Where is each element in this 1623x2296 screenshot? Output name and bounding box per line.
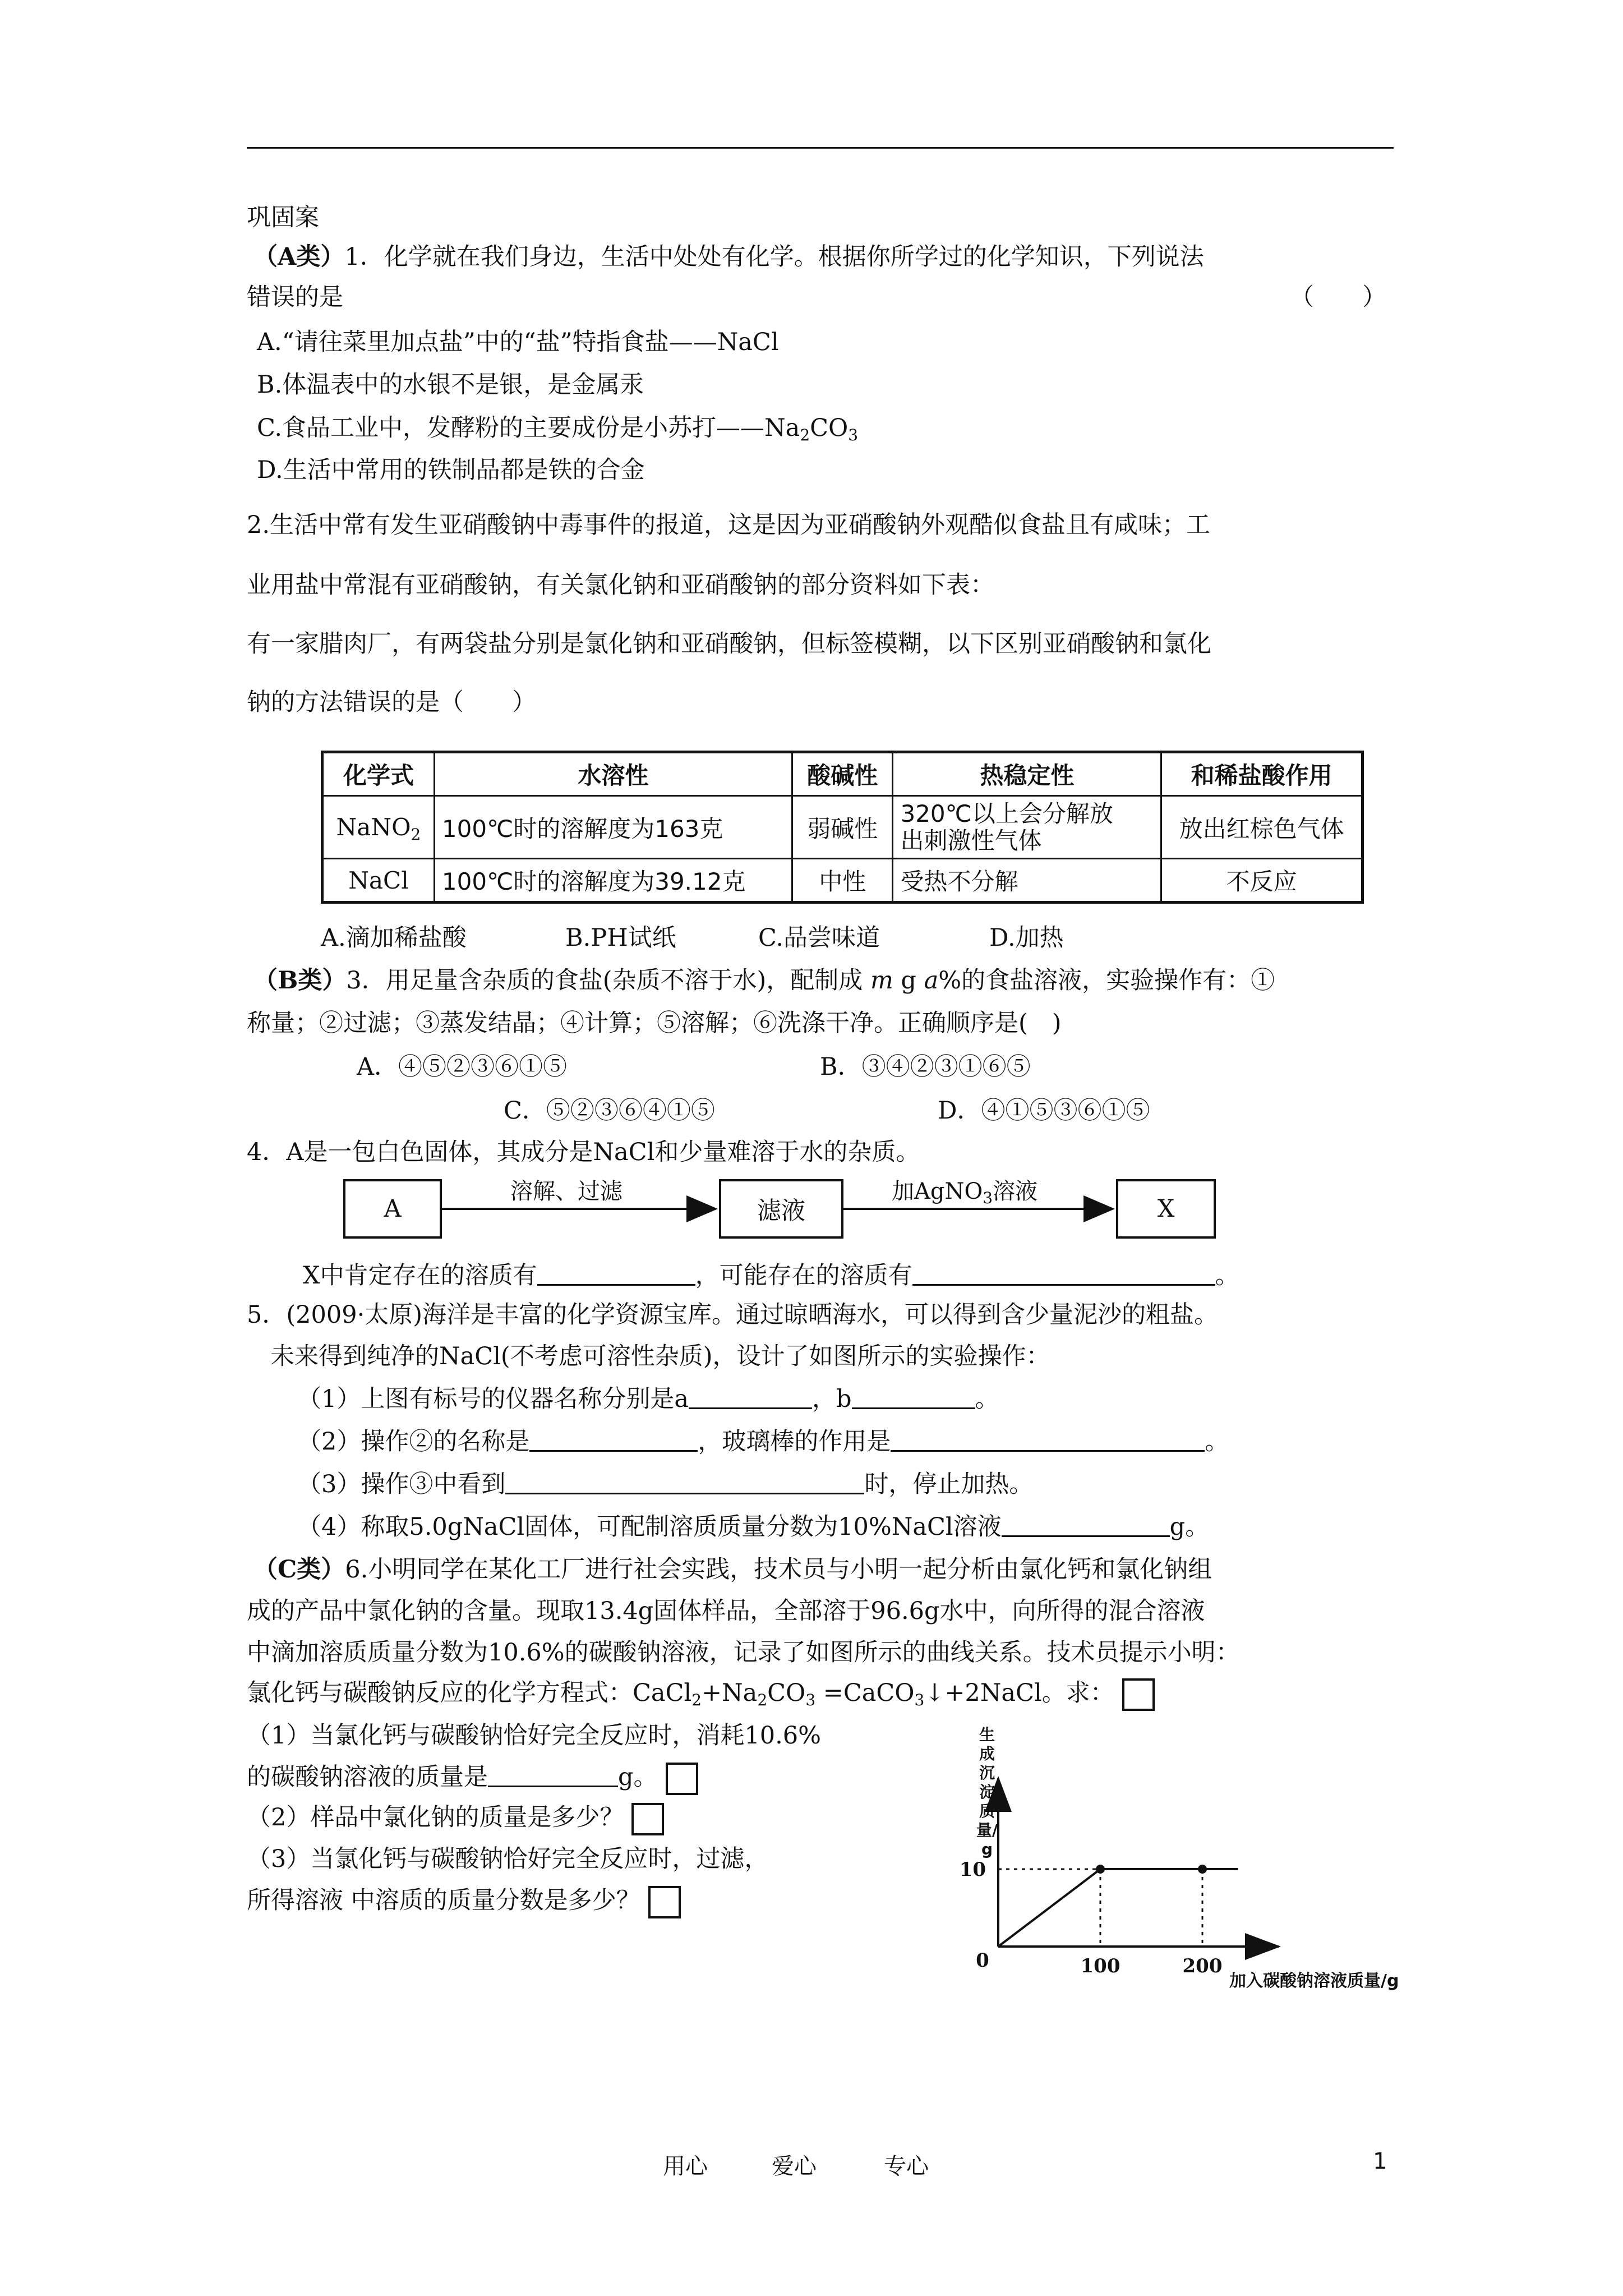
q1-stem-line2: 错误的是	[247, 283, 343, 311]
table-cell-formula: NaNO$_2$	[322, 796, 435, 859]
flow-box-filtrate: 滤液	[719, 1179, 843, 1239]
q2-line4: 钠的方法错误的是（ ）	[247, 688, 536, 716]
q3-option-b: B．③④②③①⑥⑤	[820, 1053, 1031, 1081]
answer-blank[interactable]	[537, 1259, 695, 1286]
answer-box[interactable]	[648, 1886, 681, 1918]
q5-sub1: （1）上图有标号的仪器名称分别是a ，b 。	[297, 1382, 999, 1416]
table-cell-hcl: 放出红棕色气体	[1161, 796, 1363, 859]
q6-line2: 成的产品中氯化钠的含量。现取13.4g固体样品，全部溶于96.6g水中，向所得的混合溶液	[247, 1597, 1205, 1625]
table-cell-acidity: 弱碱性	[792, 796, 893, 859]
table-cell-hcl: 不反应	[1161, 859, 1363, 903]
q1-option-a: A.“请往菜里加点盐”中的“盐”特指食盐——NaCl	[257, 328, 779, 356]
flow-arrow1-label: 溶解、过滤	[510, 1179, 623, 1204]
chart-ylabel: 生成沉淀质量/g	[976, 1726, 998, 1858]
q4-answer-line: X中肯定存在的溶质有 ，可能存在的溶质有 。	[303, 1259, 1239, 1292]
flow-box-a: A	[343, 1179, 442, 1239]
answer-blank[interactable]	[912, 1259, 1215, 1286]
q1-answer-paren: （ ）	[1290, 283, 1386, 311]
q6-sub1-line2: 的碳酸钠溶液的质量是 g。	[247, 1760, 698, 1795]
flow-box-x: X	[1116, 1179, 1216, 1239]
q6-sub2: （2）样品中氯化钠的质量是多少？	[247, 1801, 664, 1835]
table-cell-thermal: 320℃以上会分解放 出刺激性气体	[893, 796, 1161, 859]
q1-option-d: D.生活中常用的铁制品都是铁的合金	[257, 456, 645, 484]
answer-box[interactable]	[631, 1803, 664, 1835]
q2-line1: 2.生活中常有发生亚硝酸钠中毒事件的报道，这是因为亚硝酸钠外观酷似食盐且有咸味；工	[247, 511, 1211, 539]
answer-blank[interactable]	[891, 1425, 1205, 1452]
x-tick-label: 200	[1182, 1955, 1223, 1977]
q5-sub2: （2）操作②的名称是 ，玻璃棒的作用是 。	[297, 1425, 1229, 1458]
q2-option-b: B.PH试纸	[565, 924, 676, 952]
chart-xlabel: 加入碳酸钠溶液质量/g	[1229, 1971, 1399, 1991]
table-cell-acidity: 中性	[792, 859, 893, 903]
x-tick-label: 100	[1080, 1955, 1121, 1977]
answer-box[interactable]	[666, 1763, 698, 1795]
table-header: 水溶性	[434, 752, 792, 796]
table-cell-thermal: 受热不分解	[893, 859, 1161, 903]
answer-blank[interactable]	[852, 1383, 975, 1409]
q2-option-a: A.滴加稀盐酸	[321, 924, 467, 952]
table-header: 化学式	[322, 752, 435, 796]
table-header: 热稳定性	[893, 752, 1161, 796]
q3-option-a: A．④⑤②③⑥①⑤	[357, 1053, 568, 1081]
data-point	[1198, 1865, 1207, 1874]
answer-blank[interactable]	[1002, 1511, 1170, 1537]
section-title: 巩固案	[247, 204, 319, 232]
q6-sub1-line1: （1）当氯化钙与碳酸钠恰好完全反应时，消耗10.6%	[247, 1722, 821, 1750]
q4-stem: 4．A是一包白色固体，其成分是NaCl和少量难溶于水的杂质。	[247, 1138, 920, 1166]
q2-option-c: C.品尝味道	[758, 924, 880, 952]
page-number: 1	[1373, 2148, 1387, 2174]
q5-line1: 5．(2009·太原)海洋是丰富的化学资源宝库。通过晾晒海水，可以得到含少量泥沙的粗盐。	[247, 1301, 1219, 1329]
q3-option-c: C．⑤②③⑥④①⑤	[504, 1097, 715, 1125]
table-header: 和稀盐酸作用	[1161, 752, 1363, 796]
answer-blank[interactable]	[689, 1383, 812, 1409]
answer-box[interactable]	[1122, 1678, 1155, 1711]
q3-tag: （B类）	[253, 967, 347, 995]
answer-blank[interactable]	[505, 1468, 864, 1494]
footer-motto-3: 专心	[884, 2154, 929, 2179]
table-cell-solubility: 100℃时的溶解度为163克	[434, 796, 792, 859]
q5-line2: 未来得到纯净的NaCl(不考虑可溶性杂质)，设计了如图所示的实验操作：	[270, 1342, 1050, 1370]
table-cell-solubility: 100℃时的溶解度为39.12克	[434, 859, 792, 903]
footer-motto-2: 爱心	[772, 2154, 817, 2179]
q6-sub3-line2: 所得溶液 中溶质的质量分数是多少？	[247, 1884, 681, 1918]
q3-stem-line1: （B类）3．用足量含杂质的食盐(杂质不溶于水)，配制成 m g a%的食盐溶液，实验操作有：①	[253, 967, 1275, 995]
answer-blank[interactable]	[488, 1761, 618, 1787]
q6-sub3-line1: （3）当氯化钙与碳酸钠恰好完全反应时，过滤，	[247, 1845, 769, 1873]
q2-line3: 有一家腊肉厂，有两袋盐分别是氯化钠和亚硝酸钠，但标签模糊，以下区别亚硝酸钠和氯化	[247, 630, 1211, 658]
q5-sub4: （4）称取5.0gNaCl固体，可配制溶质质量分数为10%NaCl溶液 g。	[297, 1510, 1209, 1544]
origin-label: 0	[976, 1949, 989, 1972]
table-header: 酸碱性	[792, 752, 893, 796]
q3-option-d: D．④①⑤③⑥①⑤	[938, 1097, 1150, 1125]
q1-option-c: C.食品工业中，发酵粉的主要成份是小苏打$——Na_2CO_3$	[257, 414, 859, 444]
q6-line1: （C类）6.小明同学在某化工厂进行社会实践，技术员与小明一起分析由氯化钙和氯化钠组	[253, 1556, 1212, 1584]
y-tick-label: 10	[959, 1858, 986, 1881]
q6-tag: （C类）	[253, 1556, 345, 1584]
table-cell-formula: NaCl	[322, 859, 435, 903]
q2-line2: 业用盐中常混有亚硝酸钠，有关氯化钠和亚硝酸钠的部分资料如下表：	[247, 571, 994, 599]
q1-tag: （A类）	[253, 243, 345, 271]
flow-arrow2-label: 加AgNO$_3$溶液	[892, 1179, 1038, 1207]
q1-stem-line1: （A类）1．化学就在我们身边，生活中处处有化学。根据你所学过的化学知识，下列说法	[253, 243, 1204, 271]
footer-motto-1: 用心	[663, 2154, 708, 2179]
precipitate-chart	[953, 1717, 1458, 2008]
q1-option-b: B.体温表中的水银不是银，是金属汞	[257, 371, 644, 399]
q3-stem-line2: 称量；②过滤；③蒸发结晶；④计算；⑤溶解；⑥洗涤干净。正确顺序是( )	[247, 1009, 1062, 1037]
q6-line4: 氯化钙与碳酸钠反应的化学方程式：$CaCl_2+Na_2CO_3$ =CaCO$_3$↓+2NaCl。求：	[247, 1676, 1155, 1711]
answer-blank[interactable]	[529, 1425, 698, 1452]
q6-line3: 中滴加溶质质量分数为10.6%的碳酸钠溶液，记录了如图所示的曲线关系。技术员提示小明：	[247, 1639, 1240, 1667]
q2-option-d: D.加热	[989, 924, 1064, 952]
q5-sub3: （3）操作③中看到 时，停止加热。	[297, 1467, 1033, 1501]
